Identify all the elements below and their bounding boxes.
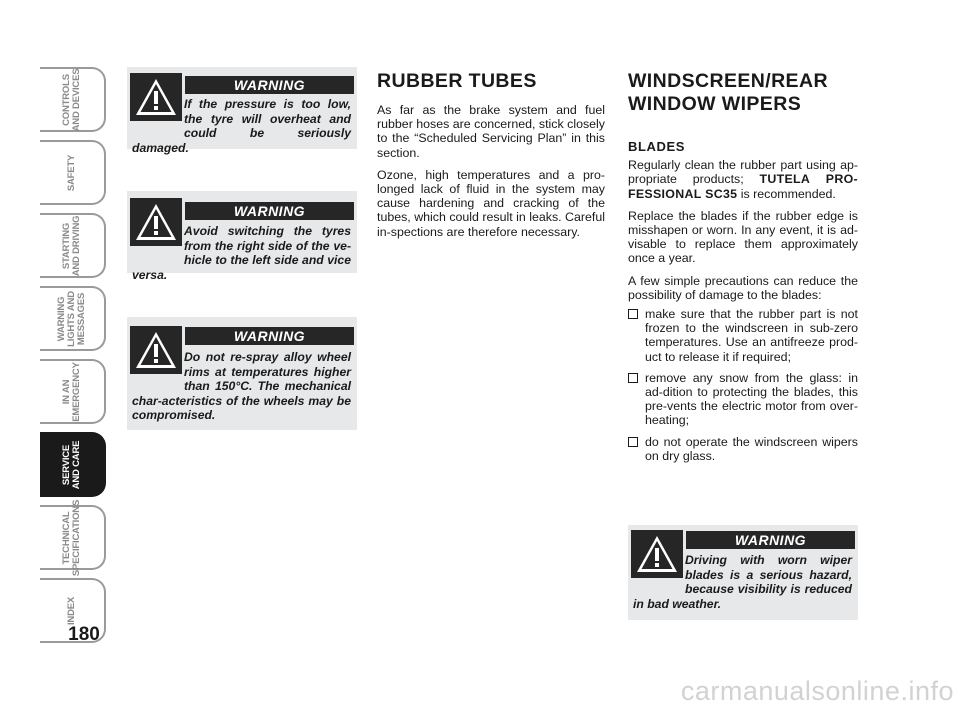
section-tabs (40, 67, 106, 651)
tab-technical-specifications[interactable] (40, 499, 106, 576)
tab-label: INDEX (66, 596, 77, 625)
paragraph: Replace the blades if the rubber edge is misshapen or worn. In any event, it is ad-visable to replace them approximately once a year. (628, 208, 858, 266)
page-number: 180 (68, 624, 100, 645)
subsection-title: BLADES (628, 139, 686, 154)
warning-box (127, 67, 357, 155)
checkbox-bullet-icon (628, 373, 638, 383)
title-line: WINDOW WIPERS (628, 93, 802, 115)
warning-text: If the pressure is too low, the tyre will overheat and could be seriously damaged. (132, 97, 351, 155)
tab-safety[interactable] (40, 140, 106, 205)
warning-text: Do not re-spray alloy wheel rims at temperatures higher than 150°C. The mechanical char-acteristics of the wheels may be compromised. (132, 350, 351, 423)
warning-badge: WARNING (185, 202, 354, 220)
wipers-section (628, 70, 858, 470)
tab-service-and-care[interactable] (40, 432, 106, 497)
warning-badge: WARNING (185, 327, 354, 345)
warning-badge: WARNING (185, 76, 354, 94)
paragraph: Regularly clean the rubber part using ap-propriate products; TUTELA PRO-FESSIONAL SC35 is recommended. (628, 158, 858, 201)
tab-starting-and-driving[interactable] (40, 213, 106, 278)
section-title (628, 70, 858, 116)
watermark: carmanualsonline.info (680, 676, 954, 706)
warning-box (127, 191, 357, 282)
rubber-tubes-section (377, 70, 605, 247)
warning-box (628, 525, 858, 620)
product-name: TUTELA PRO-FESSIONAL SC35 (628, 172, 858, 201)
tab-label: TECHNICAL SPECIFICATIONS (61, 499, 82, 576)
warning-text: Avoid switching the tyres from the right side of the ve-hicle to the left side and vice versa. (132, 224, 351, 282)
list-item: make sure that the rubber part is not frozen to the windscreen in sub-zero temperatures. Use an antifreeze prod-uct to release it if required; (628, 307, 858, 364)
tab-emergency[interactable] (40, 359, 106, 424)
section-title: RUBBER TUBES (377, 70, 537, 92)
list-item: remove any snow from the glass: in ad-dition to protecting the blades, this pre-vents the electric motor from over-heating; (628, 371, 858, 428)
tab-label: SAFETY (66, 154, 77, 191)
warning-box (127, 317, 357, 430)
tab-label: SERVICE AND CARE (61, 440, 82, 489)
tab-label: IN AN EMERGENCY (61, 361, 82, 422)
paragraph: As far as the brake system and fuel rubber hoses are concerned, stick closely to the “Scheduled Servicing Plan” in this section. (377, 103, 605, 160)
tab-warning-lights[interactable] (40, 286, 106, 351)
title-line: WINDSCREEN/REAR (628, 70, 828, 92)
tab-controls-and-devices[interactable] (40, 67, 106, 132)
checkbox-bullet-icon (628, 437, 638, 447)
checkbox-bullet-icon (628, 309, 638, 319)
warning-text: Driving with worn wiper blades is a serious hazard, because visibility is reduced in bad weather. (633, 553, 852, 611)
paragraph: A few simple precautions can reduce the possibility of damage to the blades: (628, 273, 858, 302)
paragraph: Ozone, high temperatures and a pro-longed lack of fluid in the system may cause hardening and cracking of the tubes, which could result in leaks. Careful in-spections are therefore necessary. (377, 167, 605, 239)
tab-label: WARNING LIGHTS AND MESSAGES (56, 290, 87, 347)
warning-badge: WARNING (686, 531, 855, 549)
tab-label: CONTROLS AND DEVICES (61, 68, 82, 131)
precautions-list (628, 307, 858, 463)
tab-label: STARTING AND DRIVING (61, 215, 82, 276)
list-item: do not operate the windscreen wipers on dry glass. (628, 435, 858, 463)
